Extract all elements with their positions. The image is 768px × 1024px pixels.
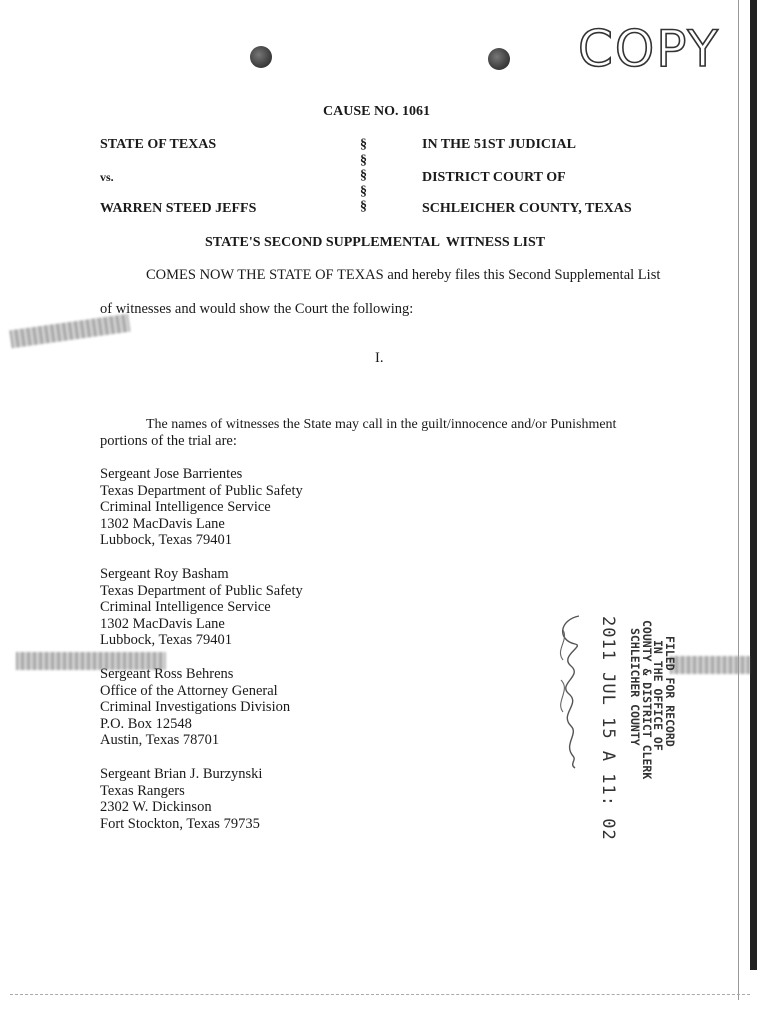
- witness-entry: [100, 566, 303, 649]
- witness-agency: Texas Rangers: [100, 782, 185, 799]
- witness-city: Fort Stockton, Texas 79735: [100, 815, 260, 832]
- filing-stamp-header: [629, 618, 675, 779]
- filing-stamp-line: FILED FOR RECORD: [663, 636, 677, 747]
- witness-city: Lubbock, Texas 79401: [100, 632, 233, 649]
- section-mark: §: [360, 152, 367, 168]
- punch-hole-left: [250, 46, 272, 68]
- page-edge: [738, 0, 739, 1000]
- party-state: STATE OF TEXAS: [100, 137, 217, 152]
- cause-number: CAUSE NO. 1061: [323, 104, 430, 119]
- scan-edge-bar: [750, 0, 757, 970]
- paragraph-line-2: portions of the trial are:: [100, 433, 237, 449]
- witness-city: Austin, Texas 78701: [100, 732, 220, 749]
- section-mark: §: [360, 137, 367, 152]
- party-vs: vs.: [100, 170, 114, 184]
- witness-agency: Texas Department of Public Safety: [100, 582, 303, 599]
- witness-city: Lubbock, Texas 79401: [100, 532, 233, 549]
- witness-division: Criminal Intelligence Service: [100, 499, 271, 516]
- witness-address: 2302 W. Dickinson: [100, 799, 212, 816]
- clerk-signature: [549, 610, 589, 776]
- court-line-3: SCHLEICHER COUNTY, TEXAS: [422, 201, 632, 216]
- section-numeral: I.: [375, 350, 384, 366]
- section-mark: §: [360, 199, 367, 214]
- filing-stamp-line: SCHLEICHER COUNTY: [628, 628, 643, 746]
- court-line-2: DISTRICT COURT OF: [422, 170, 566, 185]
- punch-hole-right: [488, 48, 510, 70]
- witness-address: 1302 MacDavis Lane: [100, 615, 225, 632]
- witness-agency: Texas Department of Public Safety: [100, 482, 303, 499]
- filing-stamp-line: IN THE OFFICE OF: [651, 640, 666, 751]
- party-defendant: WARREN STEED JEFFS: [100, 201, 257, 216]
- section-mark: §: [360, 183, 367, 199]
- filing-stamp: [555, 610, 755, 841]
- witness-entry: [100, 666, 290, 749]
- document-title: STATE'S SECOND SUPPLEMENTAL WITNESS LIST: [205, 235, 546, 250]
- witness-address: P.O. Box 12548: [100, 715, 192, 732]
- scan-bottom-line: [10, 994, 750, 995]
- witness-entry: [100, 466, 303, 549]
- section-marks: [360, 137, 367, 215]
- witness-name: Sergeant Ross Behrens: [100, 666, 234, 682]
- court-line-1: IN THE 51ST JUDICIAL: [422, 137, 576, 152]
- witness-division: Criminal Intelligence Service: [100, 599, 271, 616]
- filing-stamp-line: COUNTY & DISTRICT CLERK: [640, 620, 654, 780]
- section-mark: §: [360, 168, 367, 183]
- filing-stamp-datetime: 2011 JUL 15 A 11: 02: [598, 616, 618, 841]
- witness-agency: Office of the Attorney General: [100, 682, 278, 699]
- intro-line-2: of witnesses and would show the Court the following:: [100, 301, 414, 317]
- copy-stamp: COPY: [578, 20, 720, 78]
- witness-division: Criminal Investigations Division: [100, 699, 291, 716]
- paragraph-line-1: The names of witnesses the State may call in the guilt/innocence and/or Punishment: [146, 417, 617, 432]
- signature-icon: [549, 610, 589, 770]
- witness-entry: [100, 766, 262, 832]
- intro-line-1: COMES NOW THE STATE OF TEXAS and hereby files this Second Supplemental List: [146, 267, 661, 283]
- scan-smudge: [9, 314, 130, 349]
- witness-name: Sergeant Jose Barrientes: [100, 466, 243, 482]
- witness-name: Sergeant Brian J. Burzynski: [100, 766, 263, 782]
- witness-name: Sergeant Roy Basham: [100, 566, 229, 582]
- witness-address: 1302 MacDavis Lane: [100, 515, 225, 532]
